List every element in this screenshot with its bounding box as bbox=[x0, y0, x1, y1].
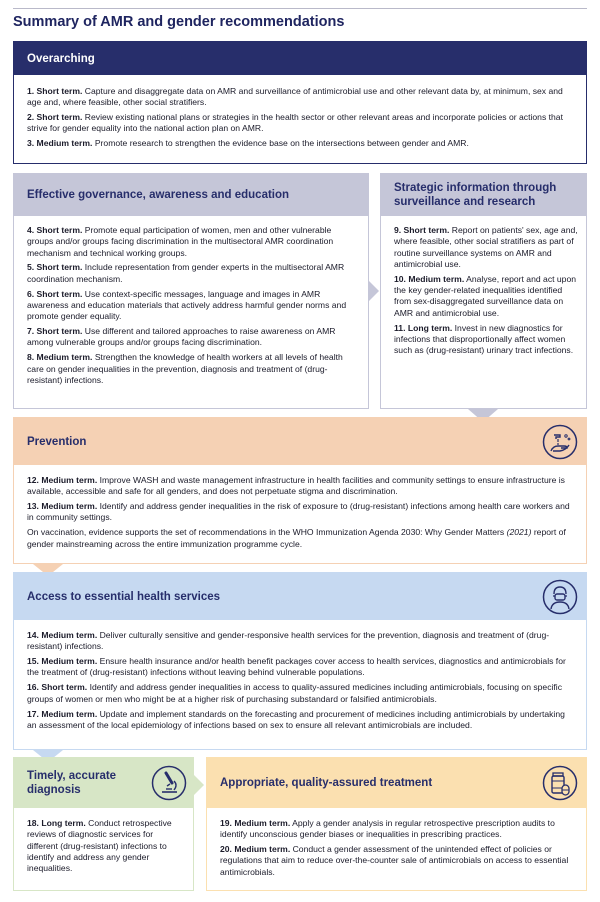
item-term: 1. Short term. bbox=[27, 86, 83, 96]
item-term: 18. Long term. bbox=[27, 818, 86, 828]
item-term: 19. Medium term. bbox=[220, 818, 291, 828]
governance-body bbox=[14, 225, 368, 390]
access-title: Access to essential health services bbox=[27, 590, 221, 603]
recommendation-item bbox=[27, 656, 574, 679]
access-section bbox=[13, 572, 587, 750]
access-header bbox=[14, 573, 586, 620]
recommendation-item bbox=[394, 323, 578, 357]
recommendation-item bbox=[394, 274, 578, 319]
diagnosis-body bbox=[14, 818, 193, 878]
strategic-body bbox=[381, 225, 586, 360]
diagnosis-section bbox=[13, 757, 194, 891]
health-worker-icon bbox=[542, 579, 578, 615]
recommendation-item bbox=[27, 289, 356, 323]
access-body bbox=[14, 630, 586, 735]
item-text: Conduct retrospective reviews of diagnostic services for different (drug-resistant) infections to identify and address any gender inequalities. bbox=[27, 818, 172, 874]
recommendation-item bbox=[27, 682, 574, 705]
handwashing-icon bbox=[542, 424, 578, 460]
item-term: 6. Short term. bbox=[27, 288, 83, 299]
item-text: Use different and tailored approaches to raise awareness on AMR among vulnerable groups and/or groups facing discrimination. bbox=[27, 326, 336, 348]
item-term: 8. Medium term. bbox=[27, 352, 93, 363]
item-text: Improve WASH and waste management infrastructure in health facilities and community settings to ensure infrastructure is available, accessible and safe for all genders, and does not perpetuate stigma and discrimination. bbox=[27, 475, 565, 497]
governance-header: Effective governance, awareness and education bbox=[14, 174, 368, 216]
recommendation-item bbox=[27, 501, 574, 524]
recommendation-item bbox=[27, 475, 574, 498]
note-year: (2021) bbox=[506, 527, 532, 538]
diagnosis-header bbox=[14, 758, 193, 808]
item-text: Ensure health insurance and/or health benefit packages cover access to health services, diagnostics and antimicrobials for the treatment of (drug-resistant) infections without leaving behind vulnerable populations. bbox=[27, 656, 566, 678]
item-term: 7. Short term. bbox=[27, 326, 83, 337]
item-text: Deliver culturally sensitive and gender-responsive health services for the prevention, diagnosis and treatment of (drug-resistant) infections. bbox=[27, 630, 550, 652]
governance-section bbox=[13, 173, 369, 409]
overarching-header: Overarching bbox=[14, 42, 586, 75]
recommendation-item bbox=[27, 709, 574, 732]
item-text: Identify and address gender inequalities in the risk of exposure to (drug-resistant) infections among health care workers and in community settings. bbox=[27, 501, 570, 523]
item-term: 17. Medium term. bbox=[27, 708, 98, 719]
item-term: 20. Medium term. bbox=[220, 844, 291, 855]
item-text: Conduct a gender assessment of the unintended effect of policies or regulations that aim to reduce over-the-counter sale of antimicrobials on access to essential antimicrobials. bbox=[220, 844, 569, 877]
recommendation-item bbox=[27, 262, 356, 285]
item-term: 12. Medium term. bbox=[27, 475, 98, 485]
recommendation-item bbox=[27, 326, 356, 349]
recommendation-item bbox=[220, 844, 574, 878]
item-term: 14. Medium term. bbox=[27, 630, 98, 640]
recommendation-item bbox=[27, 86, 574, 109]
diagnosis-title: Timely, accurate diagnosis bbox=[27, 770, 117, 796]
item-term: 13. Medium term. bbox=[27, 501, 98, 512]
recommendation-item bbox=[27, 352, 356, 386]
prevention-body bbox=[14, 475, 586, 554]
treatment-section bbox=[206, 757, 587, 891]
item-term: 2. Short term. bbox=[27, 112, 83, 123]
vaccination-note bbox=[27, 527, 574, 550]
overarching-body bbox=[14, 86, 586, 153]
item-term: 16. Short term. bbox=[27, 682, 88, 693]
recommendation-item bbox=[220, 818, 574, 841]
item-term: 11. Long term. bbox=[394, 322, 453, 333]
item-text: Identify and address gender inequalities in access to quality-assured medicines including antimicrobials, focusing on specific groups of women or men who might be at a higher risk of purchasing substandard or falsified antimicrobials. bbox=[27, 682, 563, 704]
medicine-bottle-icon bbox=[542, 765, 578, 801]
item-term: 3. Medium term. bbox=[27, 138, 93, 149]
item-text: Capture and disaggregate data on AMR and surveillance of antimicrobial use and other relevant data by, at minimum, sex and age and, where feasible, other social stratifiers. bbox=[27, 86, 563, 108]
item-text: Analyse, report and act upon the key gender-related inequalities identified from sex-disaggregated surveillance data on AMR and antimicrobial use. bbox=[394, 273, 577, 318]
note-text-end: report of gender mainstreaming across the entire immunization programme cycle. bbox=[27, 527, 566, 549]
item-term: 4. Short term. bbox=[27, 225, 83, 235]
microscope-icon bbox=[151, 765, 187, 801]
treatment-header bbox=[207, 758, 586, 808]
page-title: Summary of AMR and gender recommendations bbox=[13, 14, 345, 30]
item-text: Apply a gender analysis in regular retrospective prescription audits to identify unconscious gender biases or inequalities in prescribing practices. bbox=[220, 818, 555, 840]
recommendation-item bbox=[27, 138, 574, 149]
prevention-section bbox=[13, 417, 587, 564]
recommendation-item bbox=[27, 225, 356, 259]
note-text: On vaccination, evidence supports the set of recommendations in the WHO Immunization Agenda 2030: Why Gender Matters bbox=[27, 527, 507, 538]
arrow-connector bbox=[369, 281, 379, 301]
item-text: Invest in new diagnostics for infections that disproportionally affect women such as (drug-resistant) urinary tract infections. bbox=[394, 322, 574, 356]
item-text: Promote research to strengthen the evidence base on the intersections between gender and AMR. bbox=[94, 138, 469, 149]
item-text: Include representation from gender experts in the multisectoral AMR coordination mechanism. bbox=[27, 262, 345, 284]
item-term: 9. Short term. bbox=[394, 225, 450, 235]
item-text: Use context-specific messages, language and images in AMR awareness and education materials that actively address harmful gender norms and promote gender equality. bbox=[27, 288, 347, 322]
strategic-header: Strategic information through surveillance and research bbox=[381, 174, 586, 216]
strategic-section bbox=[380, 173, 587, 409]
recommendation-item bbox=[394, 225, 578, 270]
prevention-header bbox=[14, 418, 586, 465]
item-term: 5. Short term. bbox=[27, 262, 83, 273]
item-text: Promote equal participation of women, men and other vulnerable groups and/or groups facing discrimination in the multisectoral AMR coordination mechanism and technical working groups. bbox=[27, 225, 334, 258]
recommendation-item bbox=[27, 112, 574, 135]
item-term: 10. Medium term. bbox=[394, 273, 465, 284]
item-text: Report on patients' sex, age and, where feasible, other social stratifiers as part of routine surveillance systems on AMR and antimicrobial use. bbox=[394, 225, 578, 269]
treatment-title: Appropriate, quality-assured treatment bbox=[220, 777, 433, 789]
recommendation-item bbox=[27, 630, 574, 653]
overarching-section bbox=[13, 41, 587, 164]
top-rule bbox=[13, 8, 587, 9]
arrow-connector bbox=[194, 775, 204, 795]
item-text: Strengthen the knowledge of health workers at all levels of health care on gender inequalities in the prevention, diagnosis and treatment of (drug-resistant) infections. bbox=[27, 352, 343, 385]
item-text: Update and implement standards on the forecasting and procurement of medicines including antimicrobials by undertaking an assessment of the local epidemiology of infections based on sex to ensure all relevant antimicrobials are included. bbox=[27, 708, 565, 730]
item-text: Review existing national plans or strategies in the health sector or other relevant areas and incorporate policies or actions that strive for gender equality into the national action plan on AMR. bbox=[27, 112, 563, 134]
recommendation-item bbox=[27, 818, 185, 874]
treatment-body bbox=[207, 818, 586, 882]
prevention-title: Prevention bbox=[27, 435, 87, 448]
item-term: 15. Medium term. bbox=[27, 656, 98, 667]
